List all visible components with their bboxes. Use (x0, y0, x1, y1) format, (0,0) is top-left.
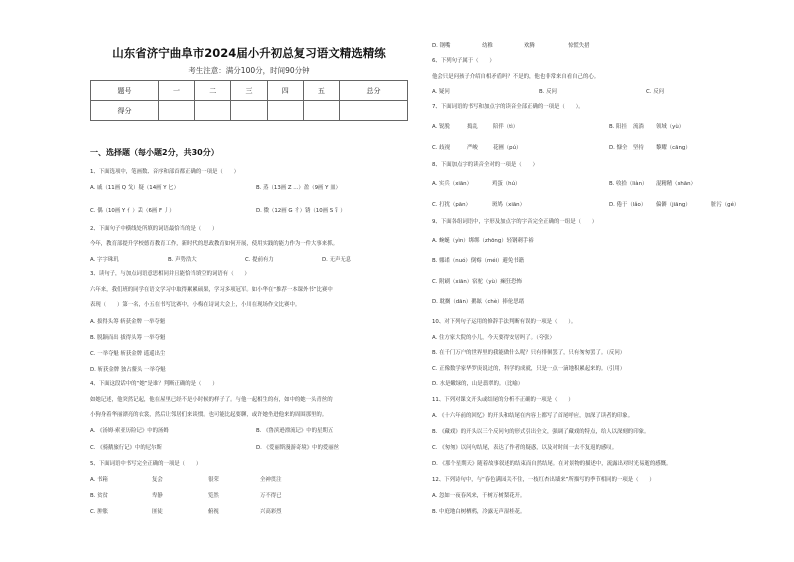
q10-option-b: B. 在千门万户的世界里的我能做什么呢？只有徘徊罢了，只有匆匆罢了。（反问） (432, 350, 626, 356)
q9-option-d: D. 耽搁（dān）鹅眩（chè）捧伦思绪 (432, 299, 525, 305)
q7-option-d: D. 慷全 (609, 145, 628, 151)
q5-option-d-word: 幼稚 (482, 43, 493, 49)
q7-option-b-word: 领域（yù） (656, 124, 685, 130)
q7-option-b: B. 阳挂 (609, 124, 627, 130)
q12-option-b: B. 中庭地白树栖鸦，冷露无声湿桂花。 (432, 509, 526, 515)
q8-option-c-word: 斑鸠（xiān） (492, 202, 525, 208)
q7-option-a-word: 捣乱 (467, 124, 478, 130)
q5-option-b: B. 贫贫 (90, 493, 108, 499)
q5-option-d: D. 钢嘴 (432, 43, 451, 49)
q12-option-a: A. 忽如一夜春风来，千树万树梨花开。 (432, 493, 526, 499)
table-cell: 总分 (340, 81, 408, 101)
score-input-cell[interactable] (231, 101, 267, 121)
question-8: 8、下面加点字的读音全对的一项是（ ） (432, 162, 538, 168)
q6-sentence: 他会只是问孩子介绍自相矛盾吗？不是的，他也非常来自看自己的心。 (432, 74, 600, 80)
q8-option-d-word: 偏僻（jiāng） (656, 202, 691, 208)
q5-option-b-word: 万不得已 (260, 493, 282, 499)
q5-option-c-word: 兴高彩烈 (260, 509, 282, 515)
q4-option-b: B. 《鲁滨逊漂流记》中的星期五 (256, 428, 334, 434)
q3-sentence-2: 表现（ ）第一名，小五在书写比赛中，小梅在诗词大会上，小川在现场作文比赛中。 (90, 302, 301, 308)
q1-option-a: A. 戚（11画 Q 戈）疑（14画 Y 匕） (90, 185, 180, 191)
q8-option-b-word: 混精精（shān） (656, 181, 696, 187)
table-cell: 题号 (91, 81, 159, 101)
question-1: 1、下面选项中，笔画数、音序和部首都正确的一项是（ ） (90, 169, 239, 175)
q6-option-c: C. 反问 (646, 89, 664, 95)
table-cell: 二 (195, 81, 231, 101)
q7-option-d-word: 黎耀（cāng） (656, 145, 691, 151)
q4-option-a: A. 《汤姆·索亚历险记》中的汤姆 (90, 428, 169, 434)
q1-option-b: B. 蒸（13画 Z ...）盈（9画 Y 皿） (256, 185, 341, 191)
table-cell: 五 (303, 81, 339, 101)
q7-option-a-word: 陪伴（tì） (493, 124, 519, 130)
score-input-cell[interactable] (340, 101, 408, 121)
question-4: 4、下面这段话中的“她”是谁？判断正确的是（ ） (90, 381, 218, 387)
q4-sentence-2: 小狗身着华丽漂亮的衣裳，然后让邻居们来谈惯。也可能比起要聊，或许她坐进他来的周围那里的。 (90, 412, 328, 418)
q3-option-d: D. 斩获金牌 独占鳌头 一举夺魁 (90, 367, 166, 373)
question-2: 2、下面句子中横线处所填的词语最恰当的是（ ） (90, 226, 218, 232)
table-cell: 得分 (91, 101, 159, 121)
q9-option-c: C. 附刷（xiān）宿驼（yù）癫狂恐怖 (432, 279, 522, 285)
q8-option-d-word: 脏污（gé） (711, 202, 740, 208)
q3-option-b: B. 脱颖而出 拔得头筹 一举夺魁 (90, 335, 166, 341)
score-input-cell[interactable] (195, 101, 231, 121)
page-title: 山东省济宁曲阜市2024届小升初总复习语文精选精练 (112, 46, 386, 60)
question-10: 10、对下列句子运用的修辞手法判断有误的一项是（ ）。 (432, 319, 577, 325)
score-table-score-row (91, 101, 408, 121)
q5-option-b-word: 览然 (208, 493, 219, 499)
q9-option-b: B. 娜诺（nuó）倒霉（méi）避免书籍 (432, 258, 525, 264)
table-cell: 三 (231, 81, 267, 101)
q8-option-c: C. 打扰（pān） (432, 202, 471, 208)
q7-option-c: C. 歧视 (432, 145, 450, 151)
q5-option-c-word: 俯视 (208, 509, 219, 515)
q7-option-a: A. 锐脱 (432, 124, 450, 130)
q4-option-c: C. 《骑鹅旅行记》中的尼尔斯 (90, 445, 162, 451)
q5-option-a-word: 复会 (152, 477, 163, 483)
question-5: 5、下面词语中书写完全正确的一项是（ ） (90, 461, 202, 467)
table-cell: 一 (158, 81, 194, 101)
q8-option-d: D. 倦于（lǎo） (609, 202, 647, 208)
q9-option-a: A. 蜿蜒（yìn）绑绑（zhōng）轻钢刺手裕 (432, 238, 534, 244)
q8-option-b: B. 收拾（liàn） (609, 181, 648, 187)
q2-option-d: D. 无声无息 (322, 257, 352, 263)
q5-option-d-word: 欢腾 (524, 43, 535, 49)
q7-option-b-word: 流淌 (633, 124, 644, 130)
q10-option-a: A. 住方家大院的小儿，今天要得安居吗了。（夸张） (432, 335, 555, 341)
q5-option-d-word: 惊慌失措 (568, 43, 590, 49)
q2-option-a: A. 字字珠玑 (90, 257, 119, 263)
q7-option-c-word: 严峻 (467, 145, 478, 151)
section-heading: 一、选择题（每小题2分，共30分） (90, 148, 219, 157)
q11-option-a: A. 《十六年前的回忆》的开头和结尾在内容上都写了首尾呼应，加深了读者的印象。 (432, 413, 634, 419)
q7-option-d-word: 坚持 (633, 145, 644, 151)
q3-sentence-1: 六年来，我们班的同学在语文学习中取得累累硕果，学习多项冠军。如小华在“推荐一本课外书”比赛中 (90, 287, 333, 293)
q4-sentence-1: 如她记述，他突然记起，他在屋里已经不是小时候的样子了。与他一起相生的有，如中的她一头青丝的 (90, 397, 333, 403)
q6-option-a: A. 疑问 (432, 89, 450, 95)
q5-option-a-word: 全神贯注 (260, 477, 282, 483)
q5-option-c-word: 匪徒 (152, 509, 163, 515)
q7-option-c-word: 花圃（pú） (493, 145, 522, 151)
q10-option-d: D. 水是嫩绿的，山是翡翠的。（比喻） (432, 381, 524, 387)
score-input-cell[interactable] (267, 101, 303, 121)
q1-option-d: D. 微（12画 G 彳）锈（10画 S 钅） (256, 208, 346, 214)
score-input-cell[interactable] (303, 101, 339, 121)
q8-option-a-word: 鸡蛋（hú） (492, 181, 521, 187)
q3-option-c: C. 一举夺魁 斩获金牌 遥遥出尘 (90, 351, 166, 357)
q8-option-a: A. 实兵（xiān） (432, 181, 472, 187)
q2-option-b: B. 声势浩大 (168, 257, 197, 263)
q11-option-d: D. 《那个星期天》随着故事叙述的结束而自然结尾。在对景物的描述中，流露出对时光易逝的感慨。 (432, 461, 672, 467)
exam-notice: 考生注意：满分100分，时间90分钟 (188, 66, 310, 75)
score-input-cell[interactable] (158, 101, 194, 121)
q5-option-c: C. 肿胀 (90, 509, 108, 515)
q11-option-c: C. 《匆匆》以问句结尾，表达了作者的疑惑，以及对时间一去不复返的感叹。 (432, 445, 618, 451)
table-cell: 四 (267, 81, 303, 101)
q11-option-b: B. 《藏戏》的开头以三个反问句的形式引出全文，强调了藏戏的特点，给人以深刻的印象。 (432, 429, 650, 435)
q4-option-d: D. 《爱丽斯漫游奇境》中的爱丽丝 (256, 445, 340, 451)
question-3: 3、读句子，与加点词语意思相同并且能恰当填空的词语有（ ） (90, 271, 250, 277)
q1-option-c: C. 偶（10画 Y 亻）丢（6画 F 丿） (90, 208, 175, 214)
score-table-header-row (91, 81, 408, 101)
q5-option-a: A. 书箱 (90, 477, 108, 483)
q3-option-a: A. 拔得头筹 斩获金牌 一举夺魁 (90, 319, 166, 325)
q6-option-b: B. 反问 (539, 89, 557, 95)
q10-option-c: C. 正像数学家华罗庚说过的，科学的成就，只是一点一滴地积累起来的。（引用） (432, 366, 626, 372)
q5-option-b-word: 卑静 (152, 493, 163, 499)
score-table (90, 80, 408, 121)
question-6: 6、下列句子属于（ ） (432, 58, 495, 64)
question-11: 11、下列对课文开头或结尾的分析不正确的一项是（ ） (432, 397, 574, 403)
q2-sentence: 今年，教育部提升学校德育教育工作，新时代的思政教育如何开展，使用实践的能力作为一件大事来抓。 (90, 241, 338, 247)
q2-option-c: C. 提前有力 (245, 257, 274, 263)
question-9: 9、下面各组词语中，字形及加点字的字音完全正确的一组是（ ） (432, 219, 598, 225)
question-7: 7、下面词语的书写和加点字的读音全部正确的一项是（ ）。 (432, 104, 584, 110)
q5-option-a-word: 很荣 (208, 477, 219, 483)
question-12: 12、下列诗句中，与“春色满园关不住，一枝红杏出墙来”所描写的季节相同的一项是（ ） (432, 477, 655, 483)
